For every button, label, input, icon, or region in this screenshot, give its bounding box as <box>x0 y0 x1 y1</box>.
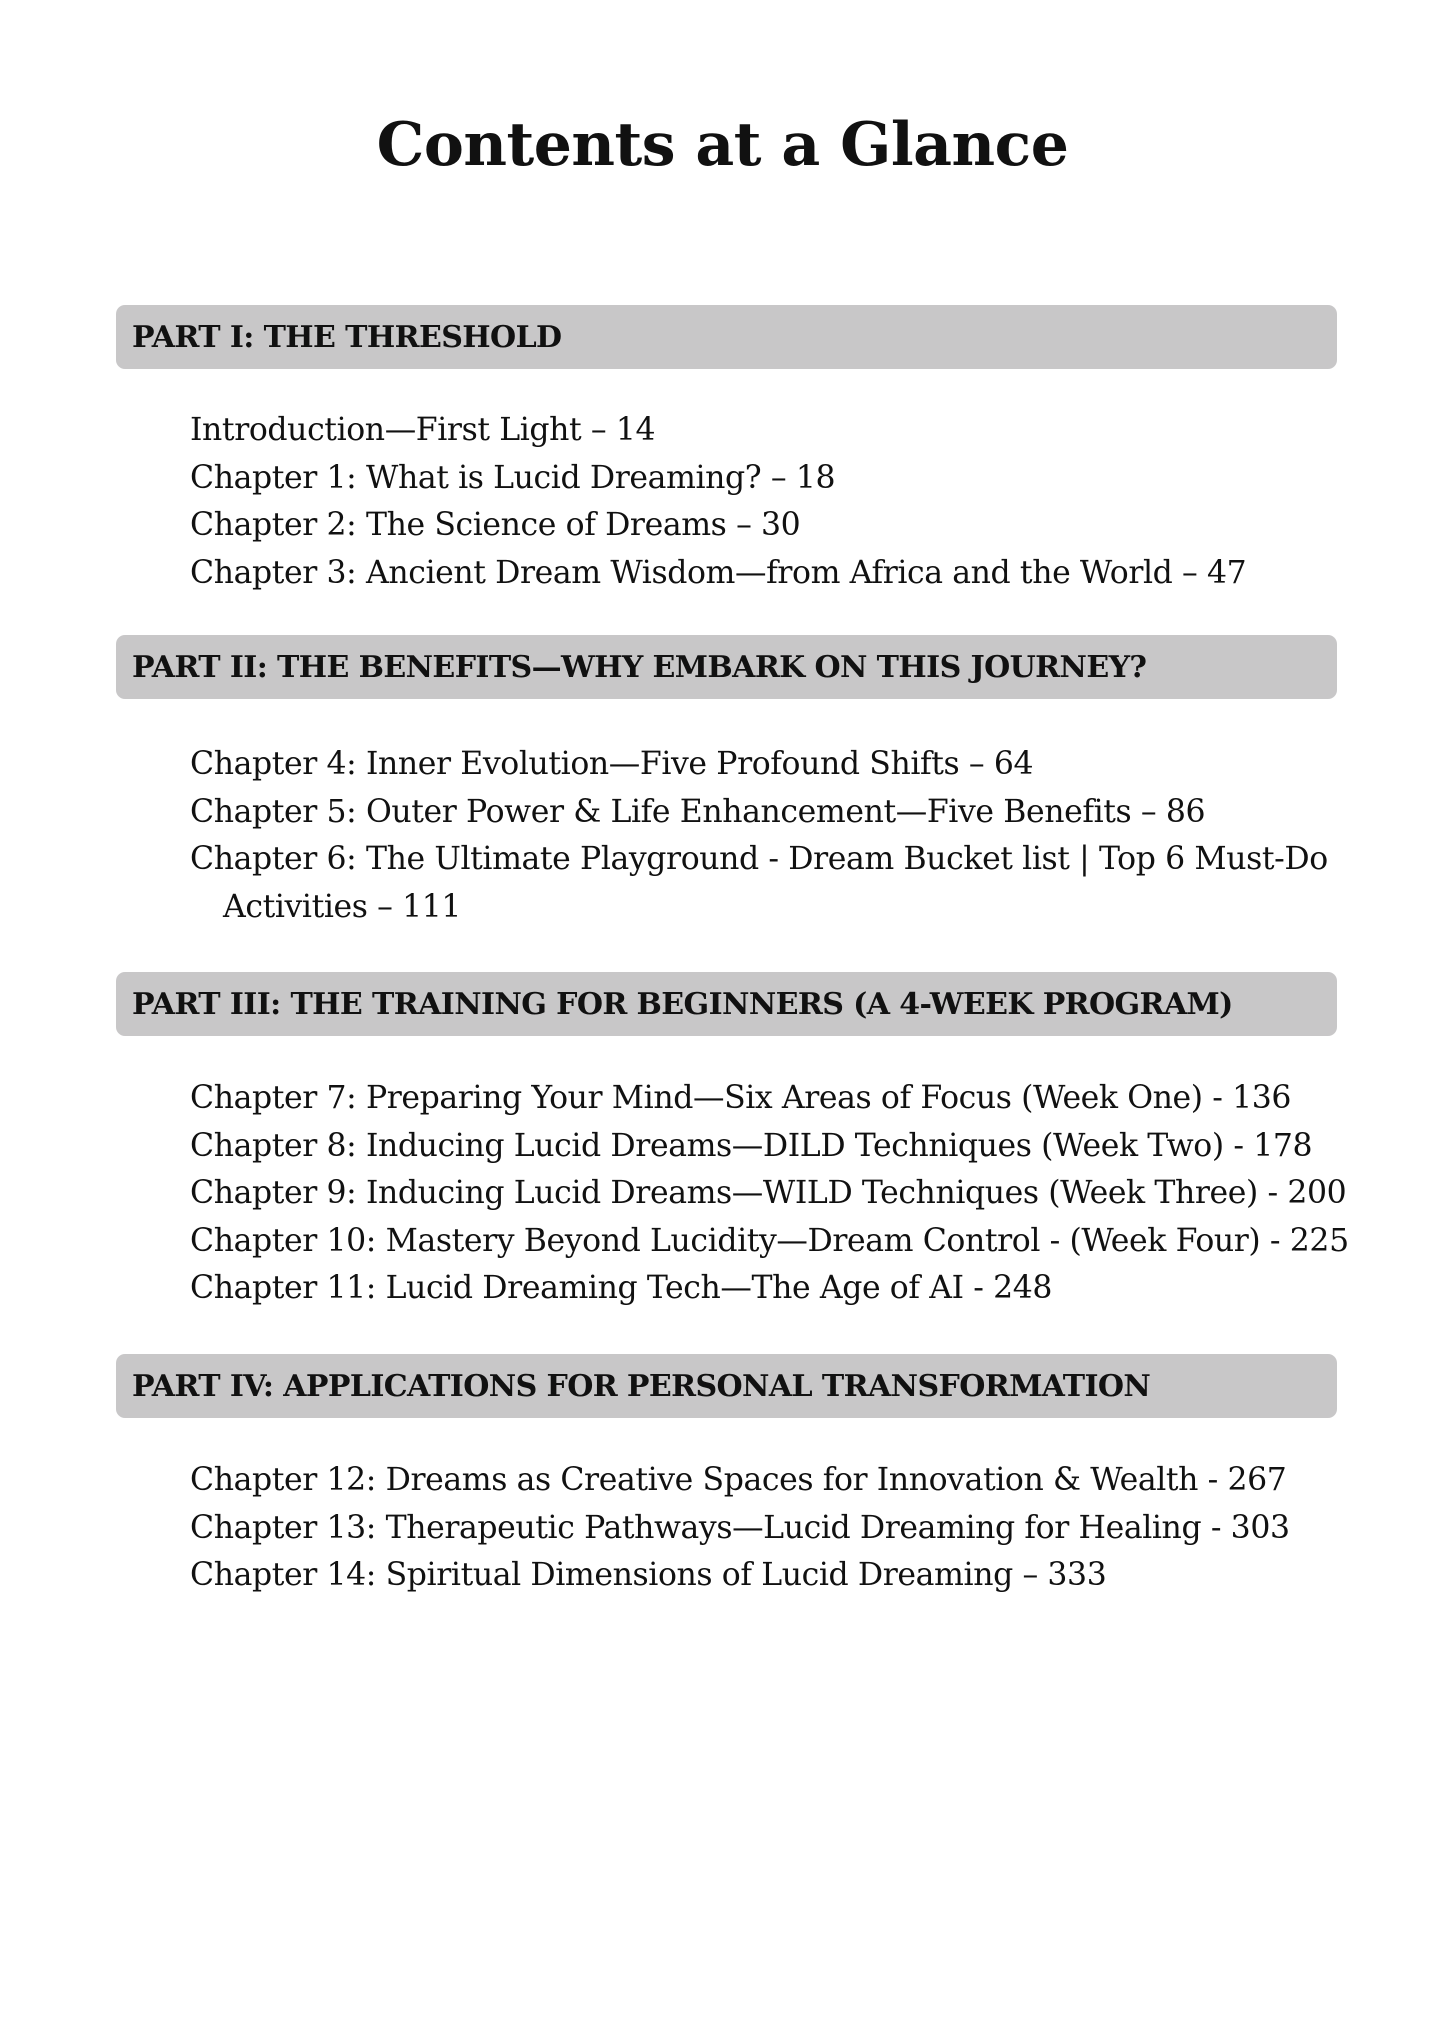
toc-entry[interactable]: Chapter 12: Dreams as Creative Spaces for Innovation & Wealth - 267 <box>190 1462 1287 1498</box>
part-label: PART III: THE TRAINING FOR BEGINNERS (A 4-WEEK PROGRAM) <box>132 986 1233 1022</box>
toc-entry[interactable]: Chapter 2: The Science of Dreams – 30 <box>190 507 801 543</box>
part-label: PART I: THE THRESHOLD <box>132 319 562 355</box>
toc-entry-text: Chapter 6: The Ultimate Playground - Dream Bucket list | Top 6 Must-Do <box>190 841 1328 877</box>
part-4-entries <box>190 1457 1350 1600</box>
toc-entry[interactable]: Chapter 5: Outer Power & Life Enhancement—Five Benefits – 86 <box>190 793 1206 830</box>
part-3-entries <box>190 1075 1350 1313</box>
page-title: Contents at a Glance <box>376 110 1069 180</box>
part-label: PART II: THE BENEFITS—WHY EMBARK ON THIS JOURNEY? <box>132 649 1147 685</box>
toc-entry[interactable]: Chapter 3: Ancient Dream Wisdom—from Africa and the World – 47 <box>190 554 1247 591</box>
toc-entry[interactable]: Chapter 13: Therapeutic Pathways—Lucid Dreaming for Healing - 303 <box>190 1509 1290 1546</box>
part-header-1 <box>116 305 1337 369</box>
toc-entry[interactable]: Chapter 1: What is Lucid Dreaming? – 18 <box>190 459 836 496</box>
toc-entry[interactable]: Introduction—First Light – 14 <box>190 412 656 448</box>
part-2-entries <box>190 741 1350 931</box>
toc-entry[interactable]: Chapter 4: Inner Evolution—Five Profound Shifts – 64 <box>190 746 1034 782</box>
part-1-entries <box>190 407 1350 597</box>
part-header-3 <box>116 972 1337 1036</box>
toc-entry-continuation: Activities – 111 <box>223 888 462 925</box>
toc-entry[interactable]: Chapter 7: Preparing Your Mind—Six Areas of Focus (Week One) - 136 <box>190 1080 1292 1116</box>
toc-entry[interactable]: Chapter 10: Mastery Beyond Lucidity—Dream Control - (Week Four) - 225 <box>190 1222 1349 1259</box>
toc-entry[interactable]: Chapter 8: Inducing Lucid Dreams—DILD Techniques (Week Two) - 178 <box>190 1127 1313 1164</box>
part-header-4 <box>116 1354 1337 1418</box>
toc-entry[interactable]: Chapter 9: Inducing Lucid Dreams—WILD Techniques (Week Three) - 200 <box>190 1175 1347 1211</box>
toc-entry[interactable] <box>190 836 1350 931</box>
part-header-2 <box>116 635 1337 699</box>
toc-entry[interactable]: Chapter 11: Lucid Dreaming Tech—The Age of AI - 248 <box>190 1270 1053 1306</box>
part-label: PART IV: APPLICATIONS FOR PERSONAL TRANSFORMATION <box>132 1368 1151 1404</box>
toc-entry[interactable]: Chapter 14: Spiritual Dimensions of Lucid Dreaming – 333 <box>190 1557 1107 1593</box>
